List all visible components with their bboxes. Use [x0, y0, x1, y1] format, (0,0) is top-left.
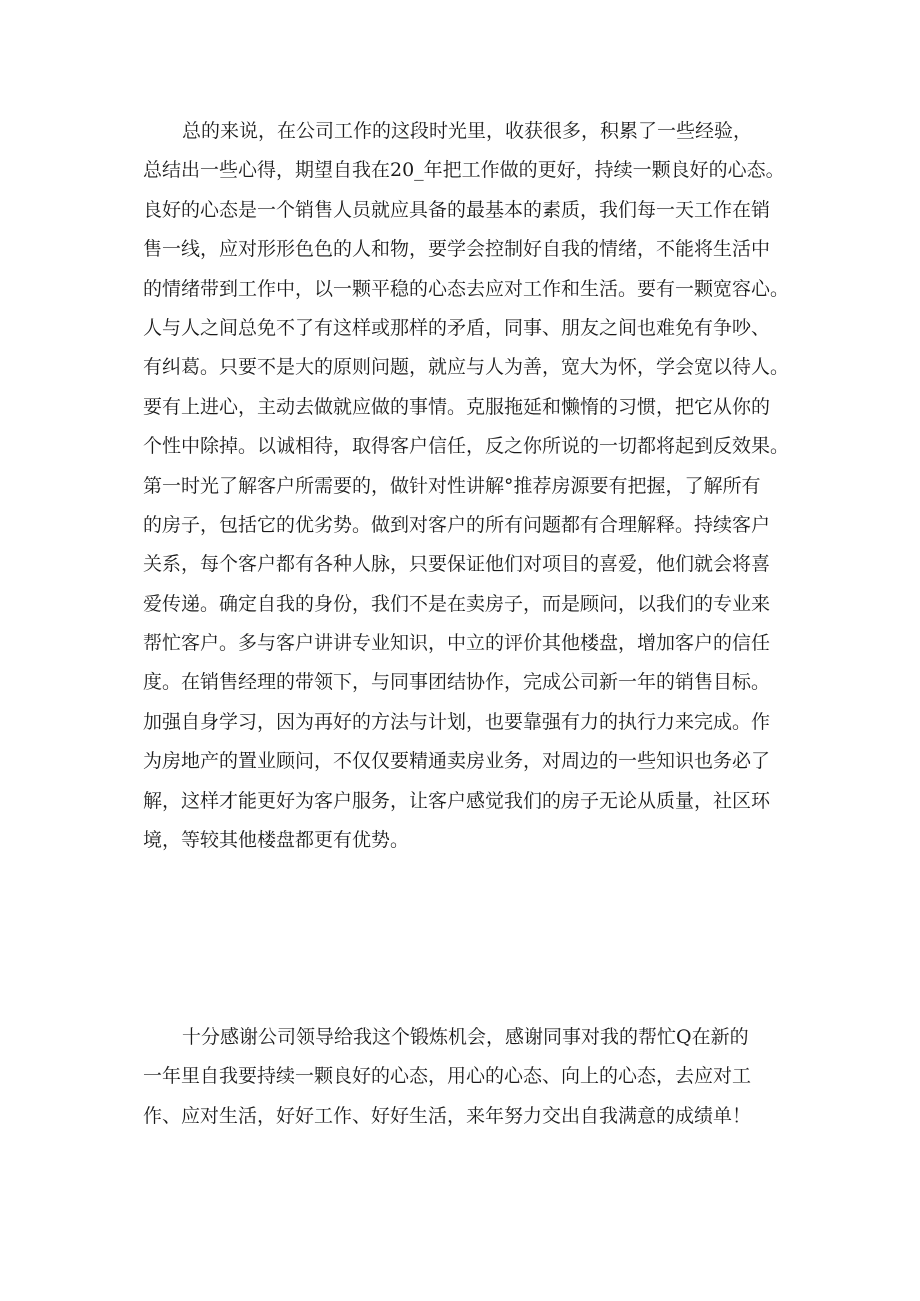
text-line: 总结出一些心得，期望自我在20_年把工作做的更好，持续一颗良好的心态。	[143, 159, 785, 182]
text-line: 的情绪带到工作中，以一颗平稳的心态去应对工作和生活。要有一颗宽容心。	[143, 277, 790, 300]
text-line: 为房地产的置业顾问，不仅仅要精通卖房业务，对周边的一些知识也务必了	[143, 750, 771, 773]
text-line: 境，等较其他楼盘都更有优势。	[143, 829, 410, 852]
text-line: 要有上进心，主动去做就应做的事情。克服拖延和懒惰的习惯，把它从你的	[143, 395, 771, 418]
text-line: 个性中除掉。以诚相待，取得客户信任，反之你所说的一切都将起到反效果。	[143, 435, 790, 458]
text-line: 售一线，应对形形色色的人和物，要学会控制好自我的情绪，不能将生活中	[143, 238, 771, 261]
text-line: 帮忙客户。多与客户讲讲专业知识，中立的评价其他楼盘，增加客户的信任	[143, 632, 771, 655]
text-line: 良好的心态是一个销售人员就应具备的最基本的素质，我们每一天工作在销	[143, 198, 771, 221]
text-line: 有纠葛。只要不是大的原则问题，就应与人为善，宽大为怀，学会宽以待人。	[143, 356, 790, 379]
text-line: 解，这样才能更好为客户服务，让客户感觉我们的房子无论从质量，社区环	[143, 789, 771, 812]
text-line: 作、应对生活，好好工作、好好生活，来年努力交出自我满意的成绩单！	[143, 1104, 752, 1127]
text-line: 一年里自我要持续一颗良好的心态，用心的心态、向上的心态，去应对工	[143, 1065, 752, 1088]
text-line: 十分感谢公司领导给我这个锻炼机会，感谢同事对我的帮忙Q在新的	[182, 1026, 749, 1048]
paragraph-summary	[143, 112, 803, 860]
text-line: 的房子，包括它的优劣势。做到对客户的所有问题都有合理解释。持续客户	[143, 513, 771, 536]
text-line: 第一时光了解客户所需要的，做针对性讲解°推荐房源要有把握，了解所有	[143, 474, 761, 497]
text-line: 度。在销售经理的带领下，与同事团结协作，完成公司新一年的销售目标。	[143, 671, 771, 694]
text-line: 加强自身学习，因为再好的方法与计划，也要靠强有力的执行力来完成。作	[143, 710, 771, 733]
text-line: 总的来说，在公司工作的这段时光里，收获很多，积累了一些经验，	[182, 120, 753, 142]
text-line: 爱传递。确定自我的身份，我们不是在卖房子，而是顾问，以我们的专业来	[143, 592, 771, 615]
text-line: 人与人之间总免不了有这样或那样的矛盾，同事、朋友之间也难免有争吵、	[143, 316, 771, 339]
text-line: 关系，每个客户都有各种人脉，只要保证他们对项目的喜爱，他们就会将喜	[143, 553, 771, 576]
paragraph-thanks	[143, 1018, 803, 1136]
